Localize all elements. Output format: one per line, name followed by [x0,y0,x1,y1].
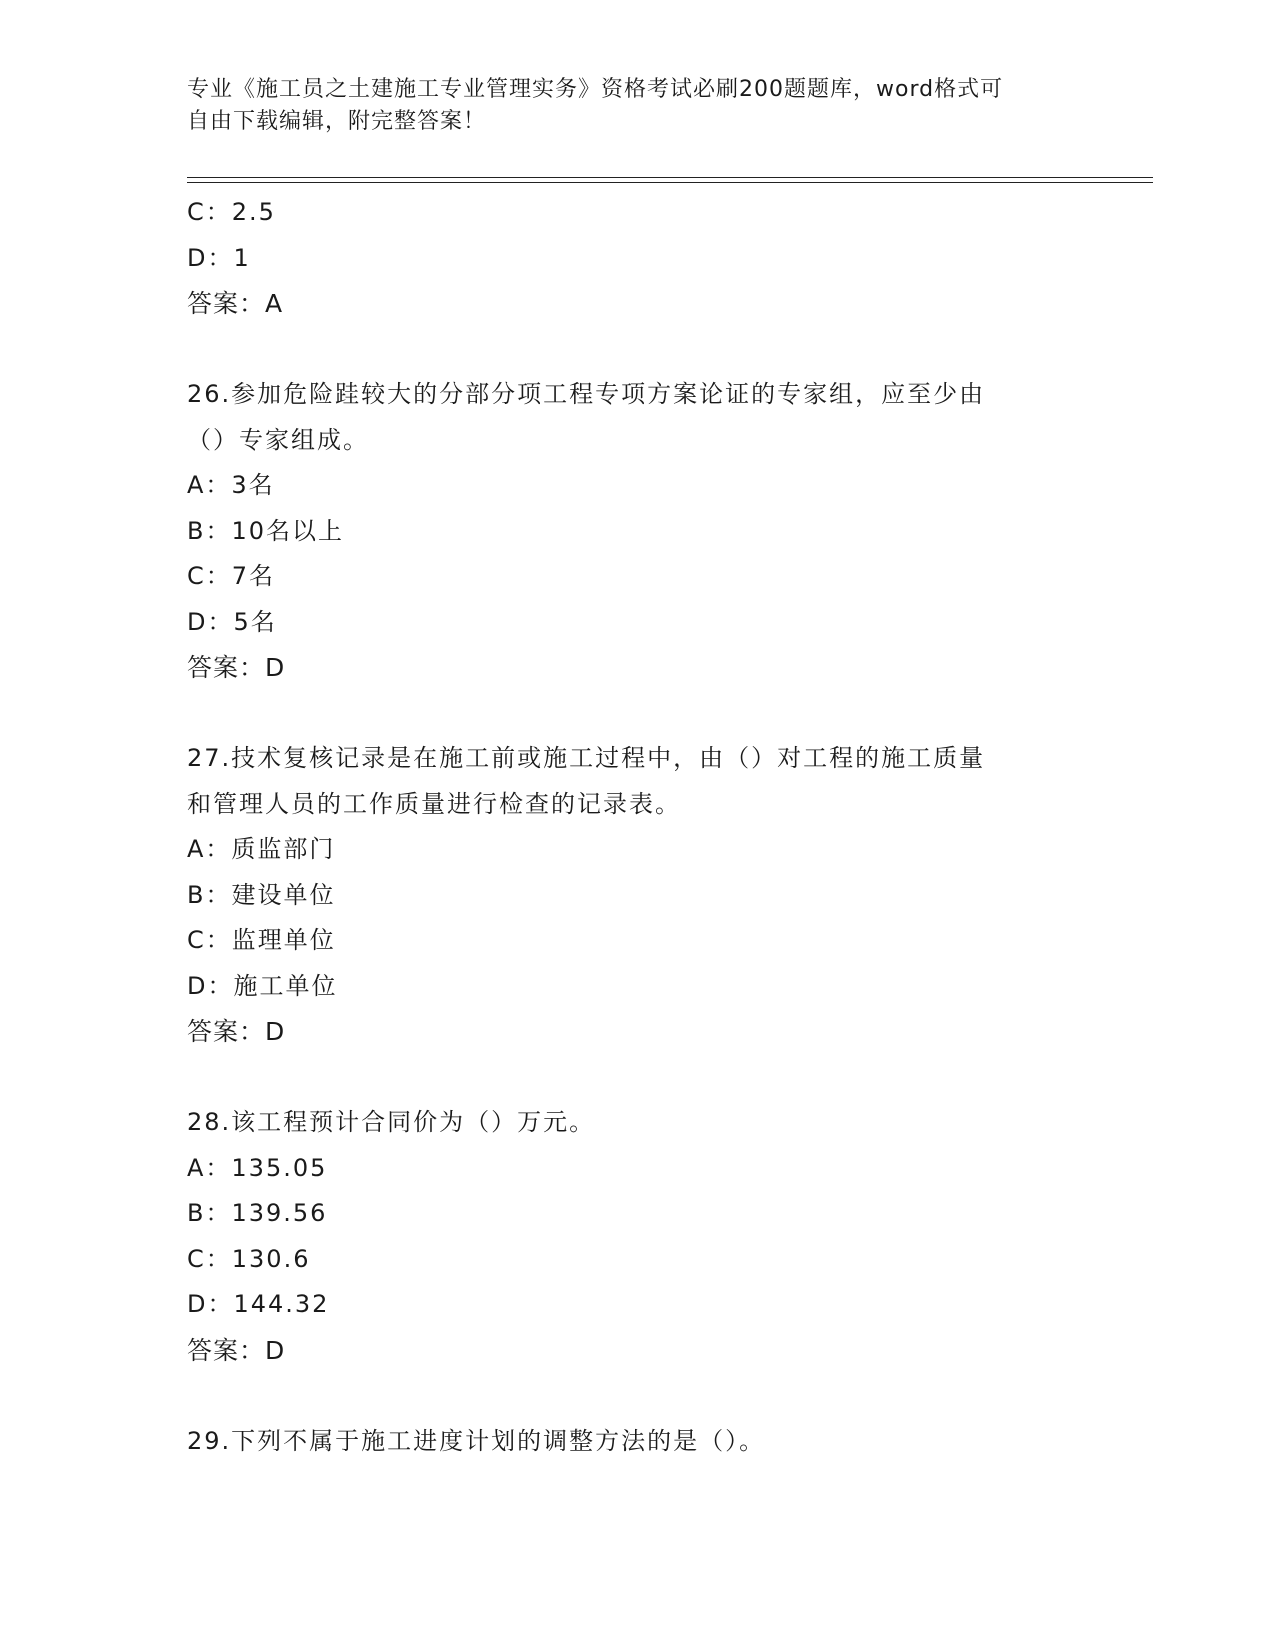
option-a: A：质监部门 [187,835,336,863]
header-title-line-1: 专业《施工员之土建施工专业管理实务》资格考试必刷200题题库，word格式可 [187,77,1004,102]
question-list [187,190,1087,1464]
question-25-tail [187,190,1087,327]
spacer [187,691,1087,737]
option-d: D：5名 [187,607,277,636]
question-stem: 28.该工程预计合同价为（）万元。 [187,1108,596,1136]
option-c: C：2.5 [187,198,276,226]
question-stem-continued: 和管理人员的工作质量进行检查的记录表。 [187,789,681,818]
option-d: D：施工单位 [187,971,338,1000]
option-c: C：130.6 [187,1244,311,1273]
option-b: B：建设单位 [187,880,336,909]
question-stem-continued: （）专家组成。 [187,425,369,454]
question-27 [187,736,1087,1055]
option-b: B：10名以上 [187,516,345,545]
option-c: C：7名 [187,562,276,590]
question-28 [187,1100,1087,1373]
question-29 [187,1419,1087,1465]
option-d: D：1 [187,243,251,272]
option-a: A：135.05 [187,1153,328,1182]
spacer [187,1055,1087,1101]
answer: 答案：D [187,1335,286,1365]
question-stem: 29.下列不属于施工进度计划的调整方法的是（）。 [187,1426,766,1455]
answer: 答案：A [187,289,284,318]
question-stem: 26.参加危险跬较大的分部分项工程专项方案论证的专家组，应至少由 [187,380,986,408]
header-divider-bottom [187,182,1153,183]
option-c: C：监理单位 [187,926,336,954]
option-a: A：3名 [187,471,275,499]
answer: 答案：D [187,1017,286,1046]
header-divider-top [187,177,1153,178]
spacer [187,1373,1087,1419]
option-b: B：139.56 [187,1199,328,1227]
question-stem: 27.技术复核记录是在施工前或施工过程中，由（）对工程的施工质量 [187,744,986,772]
header-title-line-2: 自由下载编辑，附完整答案！ [187,109,487,134]
question-26 [187,372,1087,691]
option-d: D：144.32 [187,1290,330,1318]
page-header [187,74,1067,138]
spacer [187,327,1087,373]
answer: 答案：D [187,653,286,682]
